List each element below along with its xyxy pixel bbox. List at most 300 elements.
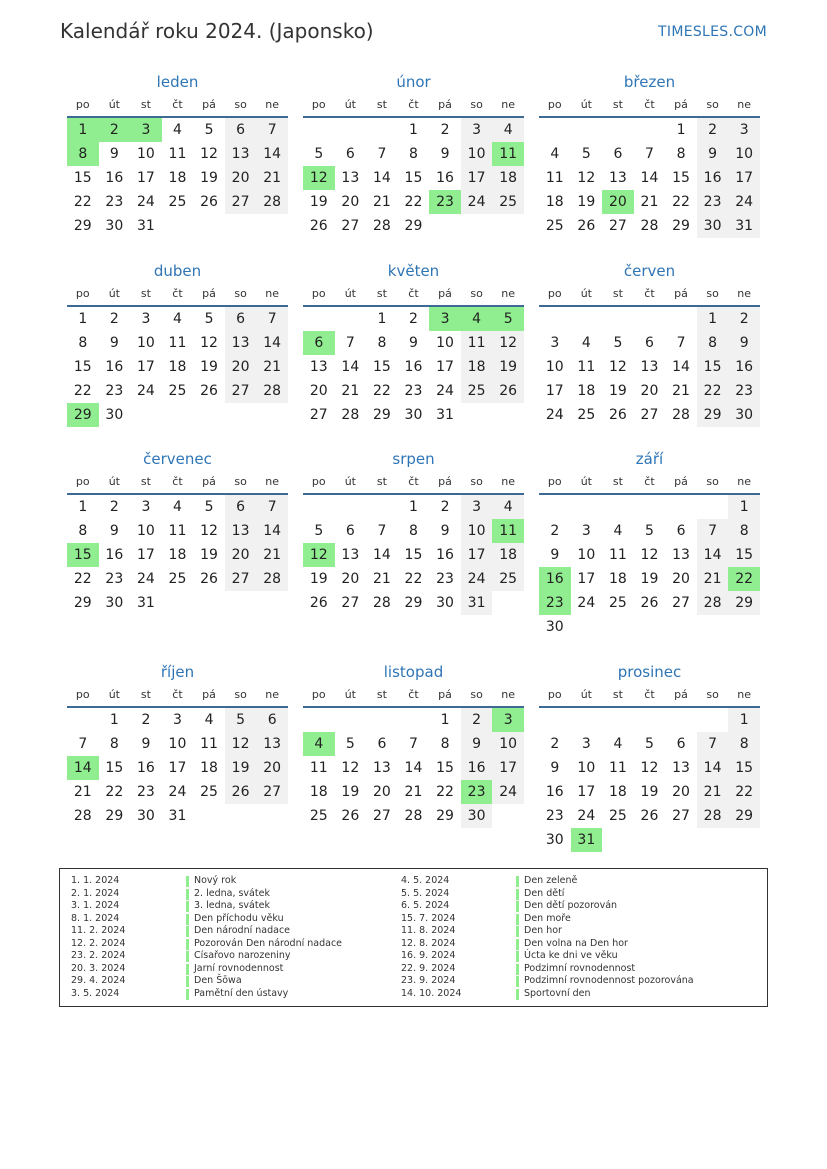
day-cell: 16 — [105, 359, 124, 375]
day-cell: 11 — [309, 760, 328, 776]
day-cell: 16 — [545, 784, 564, 800]
day-cell: 1 — [440, 712, 450, 728]
day-cell: 11 — [168, 146, 187, 162]
day-cell: 4 — [173, 499, 182, 515]
day-cell: 9 — [728, 331, 760, 355]
day-cell: 25 — [309, 808, 328, 824]
day-cell: 17 — [728, 166, 760, 190]
empty-day-cell — [665, 495, 697, 519]
weekday-label: st — [140, 98, 151, 111]
day-cell: 7 — [377, 523, 387, 539]
day-cell: 17 — [436, 359, 454, 375]
empty-day-cell — [539, 708, 571, 732]
day-cell: 1 — [676, 122, 686, 138]
day-cell: 1 — [728, 708, 760, 732]
legend-date: 15. 7. 2024 — [401, 912, 456, 924]
day-cell: 29 — [697, 403, 729, 427]
day-cell: 9 — [109, 523, 119, 539]
day-cell: 8 — [109, 736, 119, 752]
day-cell: 26 — [341, 808, 360, 824]
holiday-day-cell: 1 — [67, 118, 99, 142]
day-cell: 19 — [492, 355, 524, 379]
day-cell: 22 — [372, 383, 391, 399]
holiday-marker — [516, 889, 519, 900]
weekday-label: út — [580, 688, 592, 701]
day-cell: 30 — [461, 804, 493, 828]
weekday-label: po — [547, 287, 562, 300]
day-cell: 20 — [372, 784, 391, 800]
weekday-label: so — [706, 688, 719, 701]
day-cell: 13 — [372, 760, 391, 776]
weekday-label: pá — [438, 475, 452, 488]
weekday-label: ne — [501, 475, 516, 488]
day-grid — [303, 307, 524, 427]
holiday-day-cell: 2 — [99, 118, 131, 142]
day-cell: 27 — [341, 595, 360, 611]
weekday-label: so — [470, 287, 483, 300]
weekday-label: ne — [265, 475, 280, 488]
holiday-marker — [186, 914, 189, 925]
empty-day-cell — [665, 708, 697, 732]
day-cell: 3 — [581, 523, 591, 539]
weekday-label: čt — [644, 287, 655, 300]
day-cell: 12 — [577, 170, 596, 186]
weekday-label: pá — [438, 287, 452, 300]
legend-holiday-name: Jarní rovnodennost — [194, 962, 284, 974]
day-cell: 14 — [256, 519, 288, 543]
weekday-label: čt — [408, 98, 419, 111]
day-cell: 27 — [372, 808, 391, 824]
day-cell: 7 — [256, 307, 288, 331]
weekday-label: st — [612, 287, 623, 300]
holiday-day-cell: 15 — [67, 543, 99, 567]
day-cell: 8 — [697, 331, 729, 355]
weekday-label: so — [706, 287, 719, 300]
day-cell: 20 — [672, 784, 690, 800]
empty-day-cell — [539, 307, 571, 331]
day-cell: 15 — [672, 170, 690, 186]
day-cell: 6 — [645, 335, 654, 351]
day-cell: 10 — [461, 142, 493, 166]
day-cell: 17 — [492, 756, 524, 780]
day-cell: 18 — [608, 571, 627, 587]
legend-holiday-name: Nový rok — [194, 875, 237, 886]
weekday-label: pá — [674, 475, 688, 488]
day-grid — [303, 708, 524, 828]
day-cell: 13 — [672, 547, 690, 563]
weekday-label: ne — [737, 688, 752, 701]
holiday-day-cell: 5 — [492, 307, 524, 331]
weekday-label: út — [580, 287, 592, 300]
day-cell: 29 — [105, 808, 124, 824]
day-cell: 24 — [492, 780, 524, 804]
legend-date: 12. 2. 2024 — [71, 937, 126, 949]
weekday-label: čt — [408, 688, 419, 701]
weekday-label: út — [344, 98, 356, 111]
day-cell: 23 — [105, 571, 124, 587]
day-cell: 10 — [577, 547, 596, 563]
holiday-marker — [516, 901, 519, 912]
day-cell: 31 — [436, 407, 454, 423]
month-name: květen — [387, 262, 440, 280]
weekday-header — [303, 684, 524, 708]
empty-day-cell — [539, 495, 571, 519]
day-cell: 25 — [168, 571, 187, 587]
holiday-day-cell: 23 — [429, 190, 461, 214]
day-cell: 15 — [728, 756, 760, 780]
day-cell: 3 — [550, 335, 560, 351]
day-cell: 2 — [461, 708, 493, 732]
day-grid — [539, 118, 760, 238]
month-červen — [539, 259, 760, 427]
day-cell: 7 — [256, 495, 288, 519]
day-cell: 28 — [697, 591, 729, 615]
day-cell: 5 — [581, 146, 591, 162]
day-cell: 12 — [608, 359, 627, 375]
day-cell: 23 — [697, 190, 729, 214]
holiday-marker — [186, 964, 189, 975]
empty-day-cell — [602, 118, 634, 142]
day-cell: 20 — [341, 194, 360, 210]
weekday-label: pá — [438, 98, 452, 111]
day-cell: 19 — [640, 784, 659, 800]
day-cell: 20 — [225, 355, 257, 379]
day-cell: 22 — [672, 194, 690, 210]
day-cell: 14 — [697, 756, 729, 780]
day-cell: 25 — [461, 379, 493, 403]
month-květen — [303, 259, 524, 427]
day-cell: 9 — [550, 547, 560, 563]
holiday-marker — [186, 951, 189, 962]
day-cell: 23 — [545, 808, 564, 824]
empty-day-cell — [67, 708, 99, 732]
holiday-marker — [516, 989, 519, 1000]
day-cell: 5 — [314, 146, 324, 162]
day-cell: 25 — [577, 407, 596, 423]
day-cell: 10 — [461, 519, 493, 543]
weekday-label: po — [311, 688, 326, 701]
weekday-label: po — [311, 98, 326, 111]
legend-date: 3. 1. 2024 — [71, 900, 120, 911]
weekday-label: út — [108, 98, 120, 111]
day-cell: 7 — [697, 519, 729, 543]
day-cell: 30 — [545, 832, 564, 848]
day-cell: 27 — [225, 379, 257, 403]
day-cell: 7 — [409, 736, 418, 752]
legend-holiday-name: Den moře — [524, 912, 571, 924]
holiday-day-cell: 11 — [492, 519, 524, 543]
holiday-marker — [516, 876, 519, 887]
day-cell: 26 — [492, 379, 524, 403]
day-cell: 15 — [697, 355, 729, 379]
day-cell: 11 — [545, 170, 564, 186]
empty-day-cell — [303, 307, 335, 331]
weekday-label: čt — [644, 688, 655, 701]
weekday-label: po — [547, 98, 562, 111]
weekday-label: út — [108, 688, 120, 701]
day-cell: 25 — [608, 808, 627, 824]
weekday-label: ne — [737, 98, 752, 111]
page-title: Kalendář roku 2024. (Japonsko) — [60, 19, 374, 43]
day-cell: 6 — [613, 146, 623, 162]
day-cell: 21 — [73, 784, 92, 800]
weekday-label: pá — [202, 287, 216, 300]
weekday-label: út — [108, 475, 120, 488]
day-cell: 6 — [676, 523, 686, 539]
day-cell: 19 — [309, 571, 328, 587]
day-cell: 5 — [613, 335, 623, 351]
day-cell: 16 — [404, 359, 423, 375]
day-cell: 10 — [136, 523, 155, 539]
weekday-label: st — [140, 287, 151, 300]
day-cell: 18 — [608, 784, 627, 800]
weekday-label: pá — [202, 688, 216, 701]
day-cell: 16 — [136, 760, 155, 776]
day-cell: 14 — [697, 543, 729, 567]
holiday-marker — [516, 951, 519, 962]
empty-day-cell — [303, 118, 335, 142]
legend-holiday-name: Den zeleně — [524, 875, 578, 886]
day-cell: 22 — [404, 571, 423, 587]
holiday-day-cell: 3 — [130, 118, 162, 142]
day-cell: 15 — [728, 543, 760, 567]
day-cell: 5 — [314, 523, 324, 539]
holiday-marker — [516, 926, 519, 937]
weekday-label: pá — [438, 688, 452, 701]
month-name: červenec — [143, 450, 212, 468]
holiday-marker — [186, 889, 189, 900]
weekday-label: so — [470, 688, 483, 701]
day-cell: 19 — [608, 383, 627, 399]
day-cell: 30 — [105, 595, 124, 611]
day-cell: 17 — [545, 383, 564, 399]
day-cell: 25 — [168, 383, 187, 399]
day-cell: 6 — [345, 146, 355, 162]
day-cell: 20 — [672, 571, 690, 587]
day-cell: 19 — [577, 194, 596, 210]
month-name: leden — [156, 73, 199, 91]
day-cell: 6 — [345, 523, 355, 539]
empty-day-cell — [634, 495, 666, 519]
day-cell: 5 — [204, 122, 214, 138]
weekday-label: ne — [737, 287, 752, 300]
day-cell: 31 — [168, 808, 187, 824]
holiday-day-cell: 20 — [602, 190, 634, 214]
day-cell: 17 — [577, 784, 596, 800]
weekday-header — [67, 684, 288, 708]
weekday-label: pá — [202, 475, 216, 488]
day-cell: 5 — [225, 708, 257, 732]
legend-holiday-name: Sportovní den — [524, 987, 591, 999]
day-cell: 27 — [672, 808, 690, 824]
day-cell: 4 — [550, 146, 560, 162]
day-cell: 23 — [404, 383, 423, 399]
day-cell: 9 — [109, 335, 119, 351]
day-cell: 2 — [109, 499, 119, 515]
empty-day-cell — [366, 708, 398, 732]
day-cell: 1 — [78, 499, 88, 515]
weekday-label: po — [311, 475, 326, 488]
empty-day-cell — [697, 708, 729, 732]
day-cell: 26 — [200, 383, 218, 399]
month-říjen — [67, 660, 288, 828]
day-cell: 24 — [545, 407, 564, 423]
month-listopad — [303, 660, 524, 828]
empty-day-cell — [303, 495, 335, 519]
day-grid — [539, 495, 760, 639]
weekday-label: ne — [265, 688, 280, 701]
weekday-label: so — [234, 475, 247, 488]
legend-holiday-name: Den dětí pozorován — [524, 900, 618, 911]
legend-holiday-name: Den národní nadace — [194, 925, 291, 936]
day-cell: 19 — [200, 170, 218, 186]
empty-day-cell — [335, 118, 367, 142]
weekday-label: čt — [172, 688, 183, 701]
day-cell: 26 — [309, 218, 328, 234]
weekday-label: pá — [674, 287, 688, 300]
holiday-day-cell: 6 — [303, 331, 335, 355]
day-cell: 25 — [545, 218, 564, 234]
day-grid — [303, 118, 524, 238]
day-cell: 17 — [461, 166, 493, 190]
day-cell: 3 — [581, 736, 591, 752]
holiday-day-cell: 16 — [539, 567, 571, 591]
weekday-header — [67, 283, 288, 307]
day-cell: 6 — [225, 495, 257, 519]
day-cell: 2 — [409, 311, 418, 327]
day-cell: 5 — [645, 523, 654, 539]
weekday-label: út — [344, 287, 356, 300]
day-cell: 30 — [105, 218, 124, 234]
day-cell: 3 — [461, 118, 493, 142]
weekday-label: út — [344, 475, 356, 488]
day-cell: 11 — [461, 331, 493, 355]
month-name: listopad — [383, 663, 444, 681]
legend-date: 23. 2. 2024 — [71, 950, 126, 961]
day-cell: 9 — [409, 335, 418, 351]
weekday-label: so — [470, 98, 483, 111]
day-grid — [67, 307, 288, 427]
weekday-label: čt — [644, 98, 655, 111]
legend-date: 5. 5. 2024 — [401, 887, 450, 899]
day-cell: 6 — [676, 736, 686, 752]
day-cell: 9 — [461, 732, 493, 756]
day-cell: 25 — [492, 567, 524, 591]
day-cell: 9 — [440, 146, 450, 162]
day-cell: 19 — [341, 784, 360, 800]
day-cell: 27 — [341, 218, 360, 234]
legend-holiday-name: Den hor — [524, 925, 562, 936]
day-cell: 21 — [640, 194, 659, 210]
legend-date: 12. 8. 2024 — [401, 937, 456, 949]
empty-day-cell — [335, 495, 367, 519]
day-cell: 10 — [136, 335, 155, 351]
weekday-label: st — [376, 98, 387, 111]
day-cell: 28 — [672, 407, 690, 423]
day-cell: 24 — [728, 190, 760, 214]
day-cell: 13 — [341, 547, 360, 563]
month-name: září — [635, 450, 664, 468]
day-cell: 12 — [200, 146, 218, 162]
day-cell: 4 — [492, 118, 524, 142]
weekday-label: st — [376, 287, 387, 300]
day-cell: 20 — [225, 543, 257, 567]
month-srpen — [303, 447, 524, 615]
day-cell: 4 — [492, 495, 524, 519]
day-cell: 1 — [409, 499, 418, 515]
legend-date: 2. 1. 2024 — [71, 887, 120, 899]
day-cell: 21 — [672, 383, 690, 399]
day-cell: 8 — [409, 146, 418, 162]
day-cell: 30 — [728, 403, 760, 427]
holiday-marker — [186, 926, 189, 937]
day-cell: 11 — [577, 359, 596, 375]
empty-day-cell — [602, 307, 634, 331]
weekday-label: po — [75, 688, 90, 701]
legend-date: 1. 1. 2024 — [71, 875, 120, 886]
day-cell: 18 — [309, 784, 328, 800]
day-cell: 15 — [73, 359, 92, 375]
day-cell: 23 — [728, 379, 760, 403]
legend-holiday-name: Den dětí — [524, 887, 565, 899]
weekday-label: ne — [501, 98, 516, 111]
holiday-day-cell: 23 — [539, 591, 571, 615]
holiday-marker — [186, 939, 189, 950]
day-cell: 26 — [640, 808, 659, 824]
day-cell: 21 — [697, 780, 729, 804]
day-cell: 29 — [404, 595, 423, 611]
day-cell: 24 — [461, 190, 493, 214]
day-cell: 3 — [728, 118, 760, 142]
weekday-label: ne — [265, 287, 280, 300]
day-cell: 27 — [225, 567, 257, 591]
day-cell: 10 — [168, 736, 187, 752]
day-cell: 20 — [341, 571, 360, 587]
day-cell: 30 — [545, 619, 564, 635]
brand-link[interactable]: TIMESLES.COM — [658, 24, 767, 40]
weekday-label: so — [234, 98, 247, 111]
weekday-label: čt — [408, 475, 419, 488]
day-cell: 25 — [492, 190, 524, 214]
day-cell: 23 — [105, 383, 124, 399]
day-cell: 13 — [225, 331, 257, 355]
legend-date: 23. 9. 2024 — [401, 975, 456, 986]
day-cell: 23 — [105, 194, 124, 210]
holiday-day-cell: 4 — [303, 732, 335, 756]
month-name: březen — [623, 73, 676, 91]
day-cell: 28 — [372, 595, 391, 611]
day-cell: 22 — [73, 571, 92, 587]
weekday-label: st — [376, 475, 387, 488]
empty-day-cell — [335, 307, 367, 331]
day-cell: 19 — [200, 547, 218, 563]
weekday-label: st — [612, 98, 623, 111]
day-cell: 14 — [672, 359, 690, 375]
day-cell: 10 — [492, 732, 524, 756]
empty-day-cell — [571, 307, 603, 331]
day-cell: 15 — [372, 359, 391, 375]
day-cell: 23 — [436, 571, 454, 587]
day-cell: 13 — [256, 732, 288, 756]
weekday-label: ne — [501, 688, 516, 701]
day-cell: 1 — [78, 311, 88, 327]
day-cell: 14 — [341, 359, 360, 375]
day-cell: 5 — [204, 311, 214, 327]
legend-date: 16. 9. 2024 — [401, 950, 456, 961]
day-cell: 17 — [168, 760, 187, 776]
day-cell: 18 — [461, 355, 493, 379]
day-cell: 10 — [577, 760, 596, 776]
